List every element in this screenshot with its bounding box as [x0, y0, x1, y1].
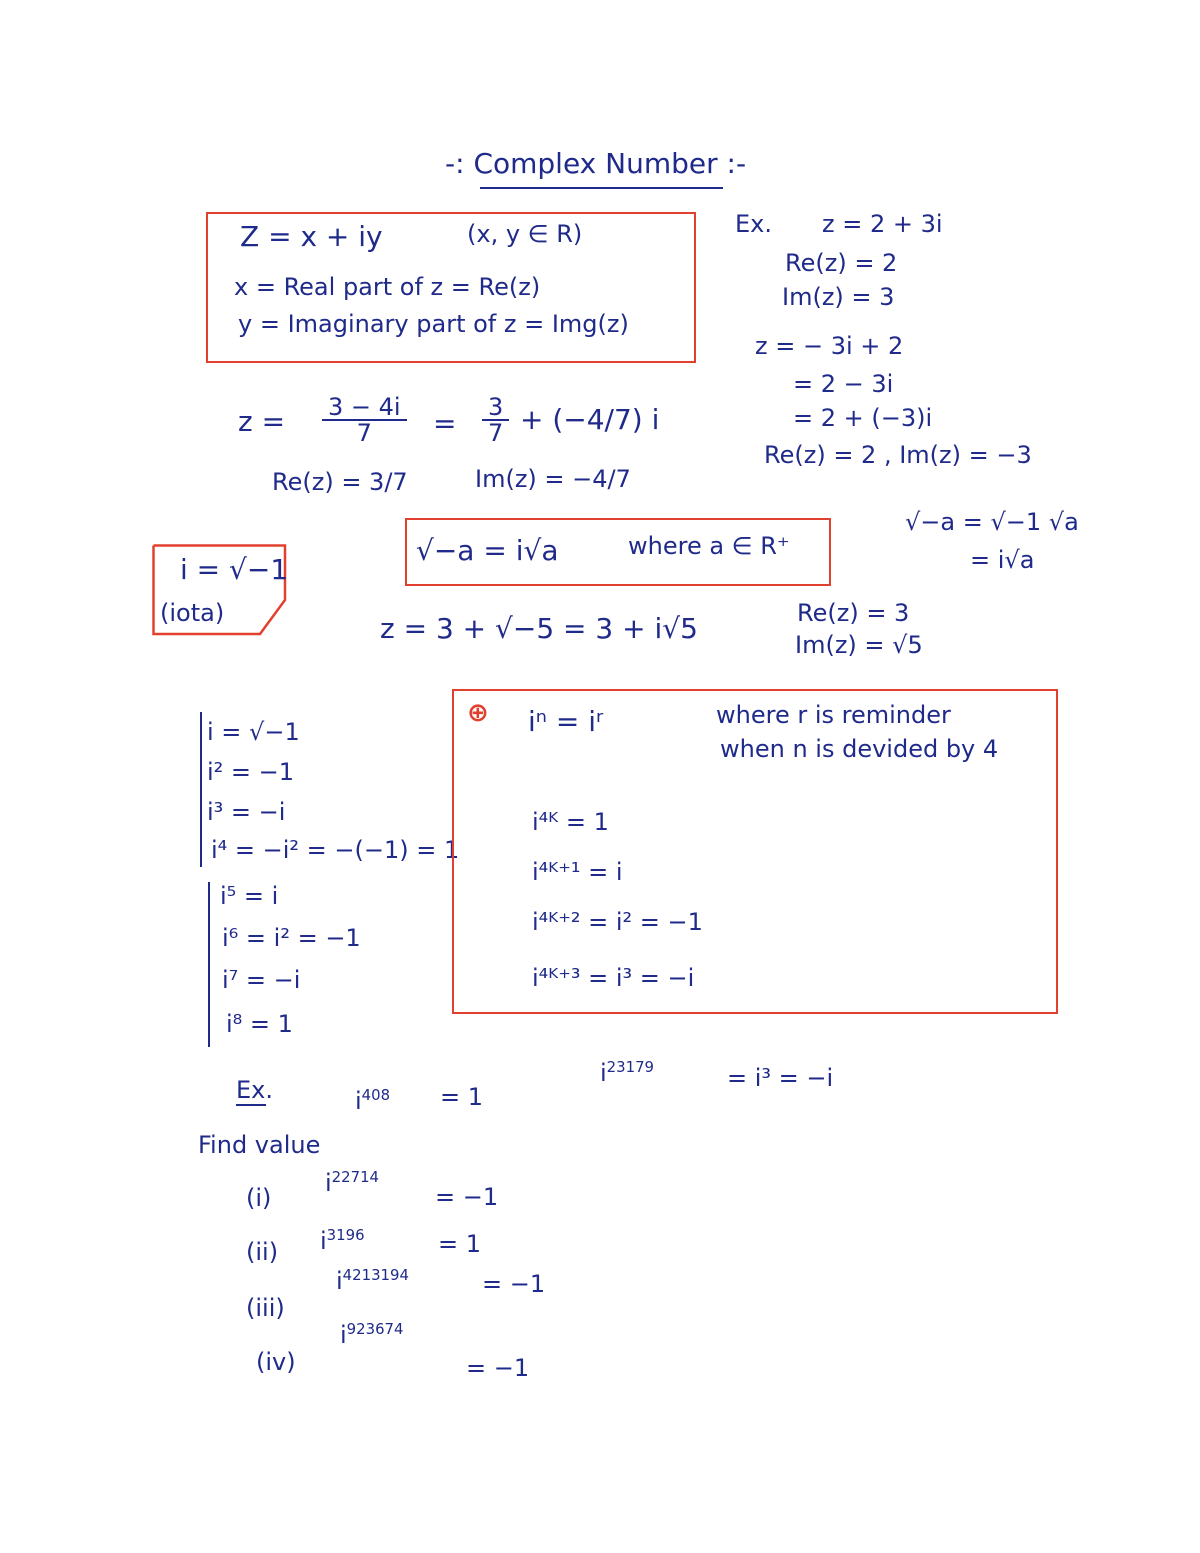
power-i5: i⁵ = i [220, 882, 279, 910]
power-i1: i = √−1 [207, 718, 300, 746]
powers-bracket-2 [208, 882, 210, 1047]
find-item-exponent: 22714 [331, 1168, 379, 1186]
power-i3: i³ = −i [207, 798, 286, 826]
rule-4k: i⁴ᴷ = 1 [532, 808, 609, 836]
rule-desc-line2: when n is devided by 4 [720, 735, 999, 763]
frac-real: Re(z) = 3/7 [272, 468, 408, 496]
def-imag-part: y = Imaginary part of z = Img(z) [238, 310, 629, 338]
find-item-power: $i^{3196}$ [320, 1226, 365, 1255]
z-sqrt-imag: Im(z) = √5 [795, 631, 923, 659]
sqrt-box-where: where a ∈ R⁺ [628, 532, 790, 560]
frac-denominator: 7 [356, 419, 372, 447]
ex2-line4: Re(z) = 2 , Im(z) = −3 [764, 441, 1032, 469]
example-2-result: = i³ = −i [727, 1064, 834, 1092]
example-1-result: = 1 [440, 1083, 484, 1111]
find-item-exponent: 923674 [346, 1320, 404, 1338]
power-i7: i⁷ = −i [222, 966, 301, 994]
examples-label-underline [236, 1104, 266, 1106]
ex1-equation: z = 2 + 3i [822, 210, 943, 238]
z-sqrt-equation: z = 3 + √−5 = 3 + i√5 [380, 612, 698, 645]
find-item-exponent: 3196 [326, 1226, 365, 1244]
find-item-power: $i^{22714}$ [325, 1168, 379, 1197]
ex2-line3: = 2 + (−3)i [793, 404, 933, 432]
star-icon: ⊕ [467, 698, 489, 728]
example-2-exponent: 23179 [606, 1058, 654, 1076]
ex1-label: Ex. [735, 210, 772, 238]
rule-4k-plus-1: i⁴ᴷ⁺¹ = i [532, 858, 623, 886]
def-real-part: x = Real part of z = Re(z) [234, 273, 541, 301]
iota-label: (iota) [160, 599, 225, 627]
frac-rhs-denominator: 7 [488, 419, 504, 447]
find-item-result: = −1 [466, 1354, 530, 1382]
ex2-line1: z = − 3i + 2 [755, 332, 904, 360]
z-sqrt-real: Re(z) = 3 [797, 599, 910, 627]
example-1-base: i [355, 1087, 362, 1115]
find-item-result: = −1 [482, 1270, 546, 1298]
page-title: -: Complex Number :- [445, 147, 747, 180]
def-z-equation: Z = x + iy [240, 220, 383, 253]
find-item-result: = −1 [435, 1183, 499, 1211]
power-i8: i⁸ = 1 [226, 1010, 293, 1038]
example-1-exponent: 408 [361, 1086, 391, 1104]
rule-equation: iⁿ = iʳ [528, 705, 604, 738]
find-item-result: = 1 [438, 1230, 482, 1258]
ex2-line2: = 2 − 3i [793, 370, 894, 398]
frac-rhs [482, 395, 509, 445]
frac-rhs-tail: + (−4/7) i [520, 403, 660, 436]
example-2 [600, 1060, 654, 1085]
sqrt-box-equation: √−a = i√a [416, 534, 559, 567]
power-i2: i² = −1 [207, 758, 295, 786]
rule-4k-plus-3: i⁴ᴷ⁺³ = i³ = −i [532, 964, 695, 992]
sqrt-side-line1: √−a = √−1 √a [905, 508, 1079, 536]
ex1-real: Re(z) = 2 [785, 249, 898, 277]
frac-rhs-numerator: 3 [482, 395, 509, 421]
power-i4: i⁴ = −i² = −(−1) = 1 [211, 836, 460, 864]
sqrt-side-line2: = i√a [970, 546, 1035, 574]
ex1-imag: Im(z) = 3 [782, 283, 895, 311]
find-item-number: (ii) [246, 1238, 279, 1266]
find-item-number: (i) [246, 1184, 272, 1212]
find-heading: Find value [198, 1131, 321, 1159]
find-item-power: $i^{923674}$ [340, 1320, 404, 1349]
rule-4k-plus-2: i⁴ᴷ⁺² = i² = −1 [532, 908, 703, 936]
rule-desc-line1: where r is reminder [716, 701, 951, 729]
def-condition: (x, y ∈ R) [467, 220, 583, 248]
find-item-number: (iv) [256, 1348, 296, 1376]
frac-main [322, 395, 407, 445]
frac-equals: = [433, 407, 457, 440]
frac-numerator: 3 − 4i [322, 395, 407, 421]
example-2-base: i [600, 1059, 607, 1087]
find-item-power: $i^{4213194}$ [336, 1266, 409, 1295]
power-i6: i⁶ = i² = −1 [222, 924, 361, 952]
find-item-exponent: 4213194 [342, 1266, 409, 1284]
frac-imag: Im(z) = −4/7 [475, 465, 631, 493]
examples-label: Ex. [236, 1076, 273, 1104]
powers-bracket-1 [200, 712, 202, 867]
frac-lhs: z = [238, 405, 286, 438]
title-underline [480, 187, 723, 189]
iota-equation: i = √−1 [180, 553, 289, 586]
example-1 [355, 1088, 390, 1113]
find-item-number: (iii) [246, 1294, 285, 1322]
